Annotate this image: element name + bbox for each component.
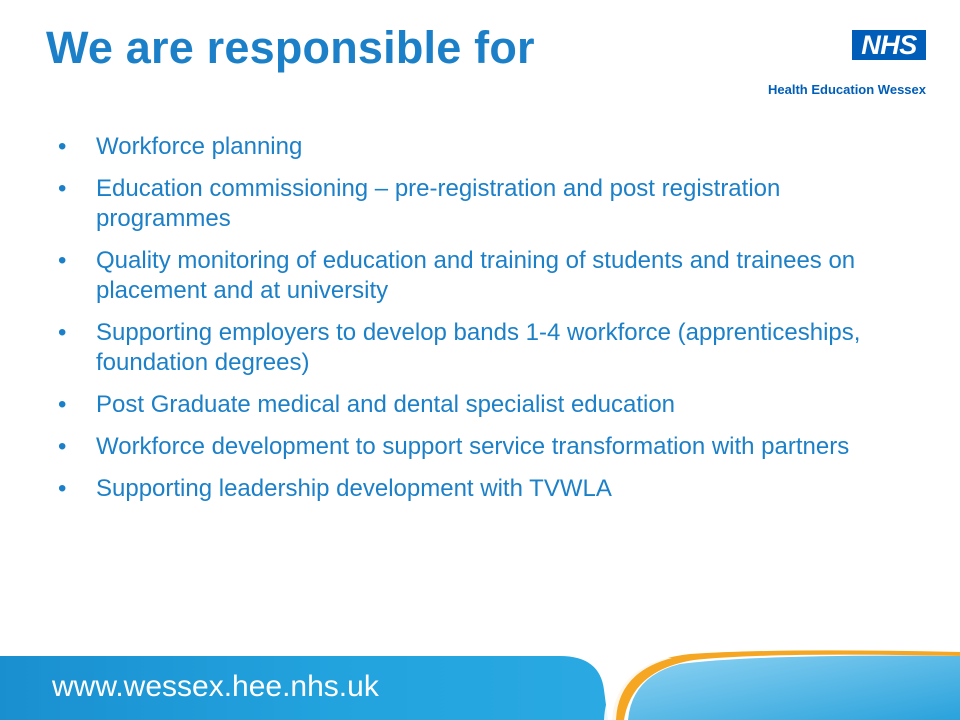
bullet-icon: • bbox=[58, 247, 67, 274]
bullet-text: Education commissioning – pre-registration and post registration programmes bbox=[96, 175, 781, 232]
bullet-icon: • bbox=[58, 175, 67, 202]
bullet-item bbox=[56, 246, 896, 306]
bullet-item bbox=[56, 318, 896, 378]
nhs-mark: NHS bbox=[852, 30, 926, 60]
footer-band bbox=[0, 640, 960, 720]
bullet-item bbox=[56, 390, 896, 420]
organisation-name: Health Education Wessex bbox=[768, 82, 926, 97]
bullet-text: Quality monitoring of education and training of students and trainees on placement and at university bbox=[96, 247, 856, 304]
bullet-icon: • bbox=[58, 319, 67, 346]
bullet-text: Workforce development to support service transformation with partners bbox=[96, 433, 850, 460]
bullet-item bbox=[56, 174, 896, 234]
footer-url: www.wessex.hee.nhs.uk bbox=[52, 670, 379, 703]
bullet-text: Workforce planning bbox=[96, 133, 303, 160]
bullet-text: Supporting leadership development with TVWLA bbox=[96, 475, 612, 502]
bullet-item bbox=[56, 432, 896, 462]
bullet-list bbox=[56, 132, 896, 516]
slide-title: We are responsible for bbox=[46, 22, 535, 73]
bullet-text: Supporting employers to develop bands 1-4 workforce (apprenticeships, foundation degrees) bbox=[96, 319, 861, 376]
bullet-text: Post Graduate medical and dental specialist education bbox=[96, 391, 676, 418]
bullet-item bbox=[56, 132, 896, 162]
bullet-icon: • bbox=[58, 133, 67, 160]
bullet-icon: • bbox=[58, 433, 67, 460]
nhs-logo bbox=[726, 30, 926, 100]
bullet-item bbox=[56, 474, 896, 504]
bullet-icon: • bbox=[58, 475, 67, 502]
footer-right-panel bbox=[628, 656, 960, 720]
bullet-icon: • bbox=[58, 391, 67, 418]
